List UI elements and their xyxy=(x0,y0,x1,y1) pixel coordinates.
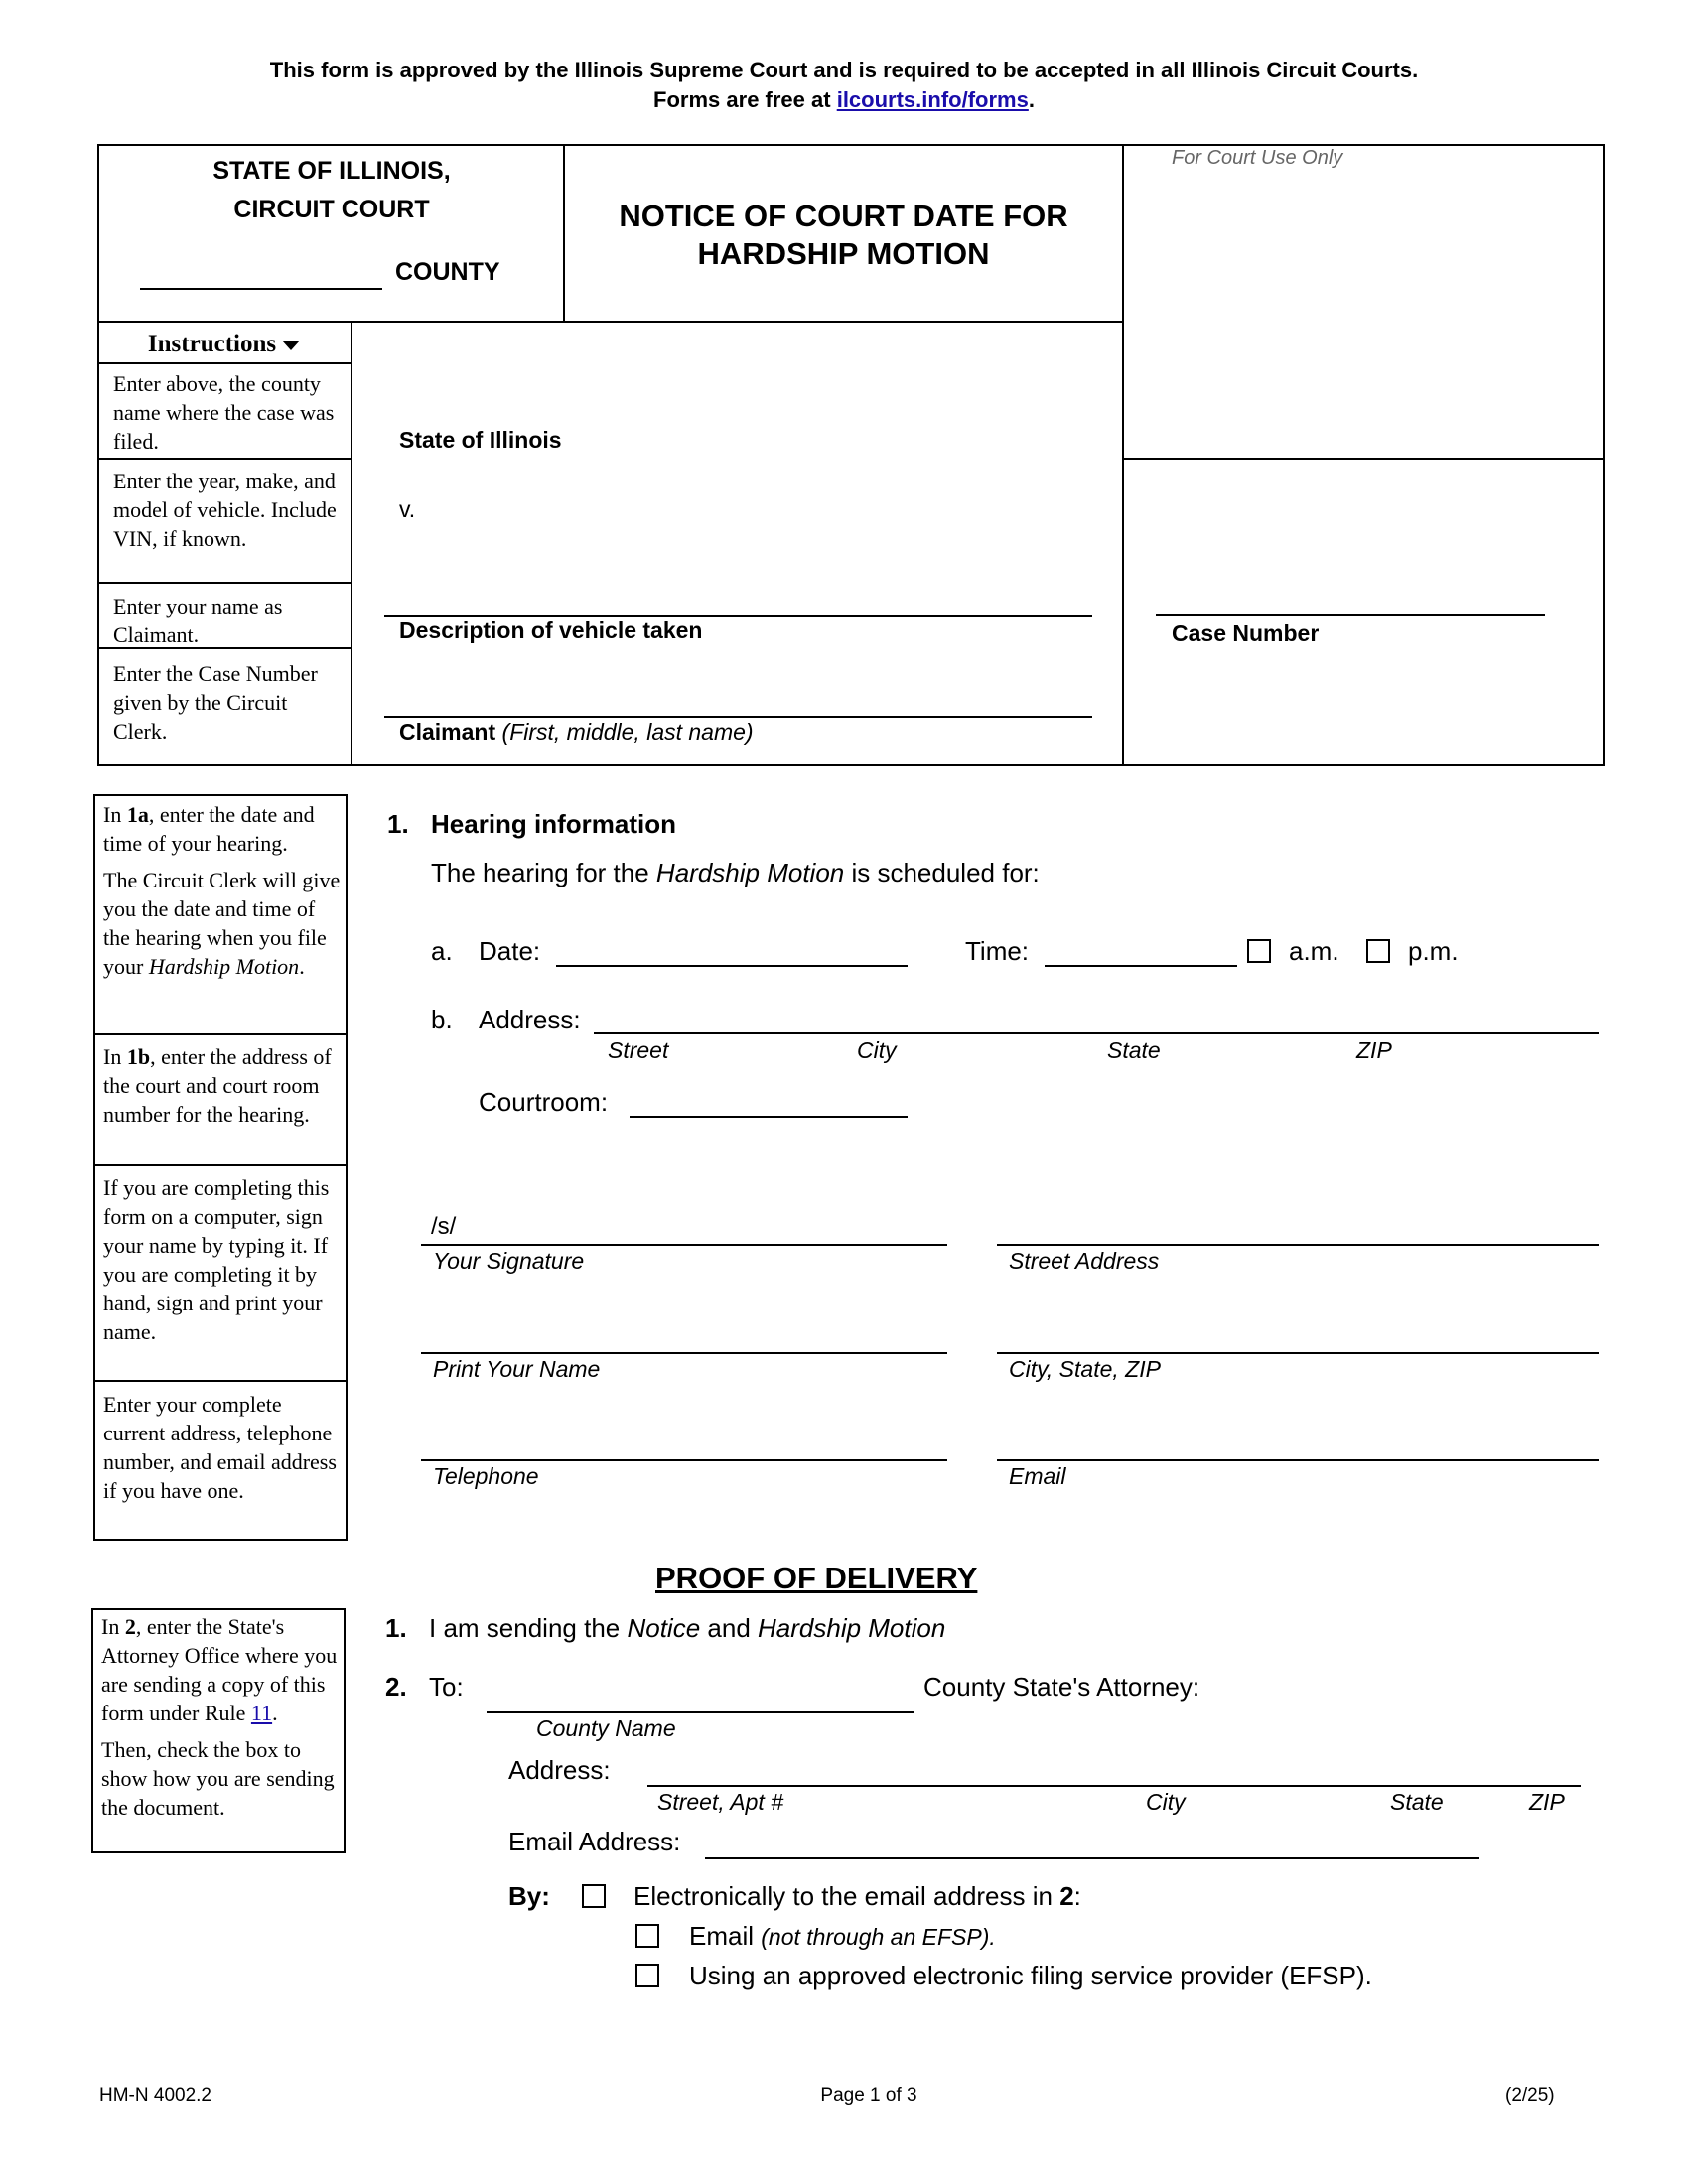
address-label: Address: xyxy=(479,1005,581,1034)
county-label: COUNTY xyxy=(395,258,500,286)
print-name-blank[interactable] xyxy=(421,1352,947,1354)
form-title-1: NOTICE OF COURT DATE FOR xyxy=(619,199,1068,233)
instr-vehicle: Enter the year, make, and model of vehicle. Include VIN, if known. xyxy=(113,469,337,551)
hearing-intro: The hearing for the Hardship Motion is scheduled for: xyxy=(431,858,1040,887)
electronic-checkbox[interactable] xyxy=(582,1884,606,1908)
address-city-hint: City xyxy=(857,1037,897,1063)
case-number-label: Case Number xyxy=(1172,620,1320,646)
proof-item1-text: I am sending the Notice and Hardship Motion xyxy=(429,1613,946,1643)
approval-notice: This form is approved by the Illinois Supreme Court and is required to be accepted in all Illinois Circuit Courts. xyxy=(269,58,1419,82)
court-line-1: STATE OF ILLINOIS, xyxy=(212,157,451,185)
telephone-label: Telephone xyxy=(433,1463,539,1489)
email-option-text: Email (not through an EFSP). xyxy=(689,1921,996,1951)
proof-state-hint: State xyxy=(1390,1789,1444,1815)
am-checkbox[interactable] xyxy=(1247,939,1271,963)
proof-city-hint: City xyxy=(1146,1789,1186,1815)
county-name-blank[interactable] xyxy=(487,1711,914,1713)
proof-street-hint: Street, Apt # xyxy=(657,1789,783,1815)
signature-blank[interactable] xyxy=(421,1244,947,1246)
signature-label: Your Signature xyxy=(433,1248,585,1274)
instr-divider-3 xyxy=(97,647,352,649)
telephone-blank[interactable] xyxy=(421,1459,947,1461)
courtroom-blank[interactable] xyxy=(630,1116,908,1118)
caret-down-icon xyxy=(282,341,300,350)
date-label: Date: xyxy=(479,936,541,966)
to-label: To: xyxy=(429,1672,464,1702)
instr-hearing-date: In 1a, enter the date and time of your hearing. The Circuit Clerk will give you the date and time of the hearing when you file your Hardship Motion. xyxy=(103,802,341,979)
pm-checkbox[interactable] xyxy=(1366,939,1390,963)
court-line-2: CIRCUIT COURT xyxy=(233,196,430,223)
proof-item1-number: 1. xyxy=(385,1613,407,1643)
item-b-label: b. xyxy=(431,1005,453,1034)
item-a-label: a. xyxy=(431,936,453,966)
instr-claimant: Enter your name as Claimant. xyxy=(113,594,283,647)
forms-notice-suffix: . xyxy=(1028,87,1035,112)
print-name-label: Print Your Name xyxy=(433,1356,601,1382)
instr-delivery: In 2, enter the State's Attorney Office where you are sending a copy of this form under Rule 11. Then, check the box to show how you are sending the document. xyxy=(101,1614,338,1820)
instr-signature: If you are completing this form on a computer, sign your name by typing it. If you are completing it by hand, sign and print your name. xyxy=(103,1175,330,1344)
efsp-option-checkbox[interactable] xyxy=(635,1964,659,1987)
claimant-label: Claimant xyxy=(399,719,496,745)
claimant-blank[interactable] xyxy=(384,716,1092,718)
am-label: a.m. xyxy=(1289,936,1339,966)
claimant-hint: (First, middle, last name) xyxy=(501,719,754,745)
proof-heading: PROOF OF DELIVERY xyxy=(655,1561,978,1595)
time-blank[interactable] xyxy=(1045,965,1237,967)
rule-link[interactable]: 11 xyxy=(250,1701,273,1725)
state-of-illinois: State of Illinois xyxy=(399,427,562,453)
email-blank[interactable] xyxy=(997,1459,1599,1461)
proof-address-blank[interactable] xyxy=(647,1785,1581,1787)
street-address-blank[interactable] xyxy=(997,1244,1599,1246)
case-number-blank[interactable] xyxy=(1156,614,1545,616)
footer-form-id: HM-N 4002.2 xyxy=(99,2085,211,2106)
email-label: Email xyxy=(1009,1463,1066,1489)
street-address-label: Street Address xyxy=(1009,1248,1160,1274)
efsp-option-text: Using an approved electronic filing service provider (EFSP). xyxy=(689,1961,1372,1990)
side-divider-3 xyxy=(93,1380,348,1382)
header-divider-2 xyxy=(1122,144,1124,766)
county-name-hint: County Name xyxy=(536,1715,676,1741)
forms-notice-prefix: Forms are free at xyxy=(653,87,831,112)
proof-address-label: Address: xyxy=(508,1755,611,1785)
sig-prefix: /s/ xyxy=(431,1213,457,1240)
instr-case-number: Enter the Case Number given by the Circuit Clerk. xyxy=(113,661,318,744)
courtroom-label: Courtroom: xyxy=(479,1087,609,1117)
form-title-2: HARDSHIP MOTION xyxy=(697,236,990,271)
versus: v. xyxy=(399,496,416,522)
instructions-label: Instructions xyxy=(147,331,277,357)
instr-divider-2 xyxy=(97,582,352,584)
address-zip-hint: ZIP xyxy=(1356,1037,1392,1063)
county-blank[interactable] xyxy=(140,288,382,290)
electronic-text: Electronically to the email address in 2: xyxy=(633,1881,1081,1911)
instr-contact: Enter your complete current address, telephone number, and email address if you have one. xyxy=(103,1392,337,1503)
email-option-checkbox[interactable] xyxy=(635,1924,659,1948)
proof-email-blank[interactable] xyxy=(705,1857,1479,1859)
court-use-label: For Court Use Only xyxy=(1172,147,1343,169)
instr-county: Enter above, the county name where the case was filed. xyxy=(113,371,335,454)
instr-hearing-address: In 1b, enter the address of the court and court room number for the hearing. xyxy=(103,1044,332,1127)
city-state-zip-blank[interactable] xyxy=(997,1352,1599,1354)
header-divider-3 xyxy=(351,321,352,766)
address-state-hint: State xyxy=(1107,1037,1161,1063)
by-label: By: xyxy=(508,1881,550,1911)
proof-email-label: Email Address: xyxy=(508,1827,681,1856)
address-street-hint: Street xyxy=(608,1037,669,1063)
proof-zip-hint: ZIP xyxy=(1529,1789,1565,1815)
header-divider-h1 xyxy=(97,321,1124,323)
footer-page: Page 1 of 3 xyxy=(820,2085,917,2106)
vehicle-label: Description of vehicle taken xyxy=(399,617,703,643)
instr-divider-1 xyxy=(97,458,352,460)
forms-link[interactable]: ilcourts.info/forms xyxy=(836,87,1029,112)
time-label: Time: xyxy=(965,936,1030,966)
side-divider-1 xyxy=(93,1033,348,1035)
hearing-heading: Hearing information xyxy=(431,809,677,839)
claimant-label-row xyxy=(399,719,754,746)
instr-divider-0 xyxy=(97,362,352,364)
forms-notice xyxy=(0,87,1688,113)
city-state-zip-label: City, State, ZIP xyxy=(1009,1356,1161,1382)
date-blank[interactable] xyxy=(556,965,908,967)
hearing-number: 1. xyxy=(387,809,409,839)
footer-date: (2/25) xyxy=(1505,2085,1555,2106)
header-divider-h2 xyxy=(1122,458,1605,460)
proof-item2-number: 2. xyxy=(385,1672,407,1702)
instructions-header xyxy=(97,331,351,358)
pm-label: p.m. xyxy=(1408,936,1459,966)
side-divider-2 xyxy=(93,1164,348,1166)
address-blank[interactable] xyxy=(594,1032,1599,1034)
county-sa-label: County State's Attorney: xyxy=(923,1672,1200,1702)
